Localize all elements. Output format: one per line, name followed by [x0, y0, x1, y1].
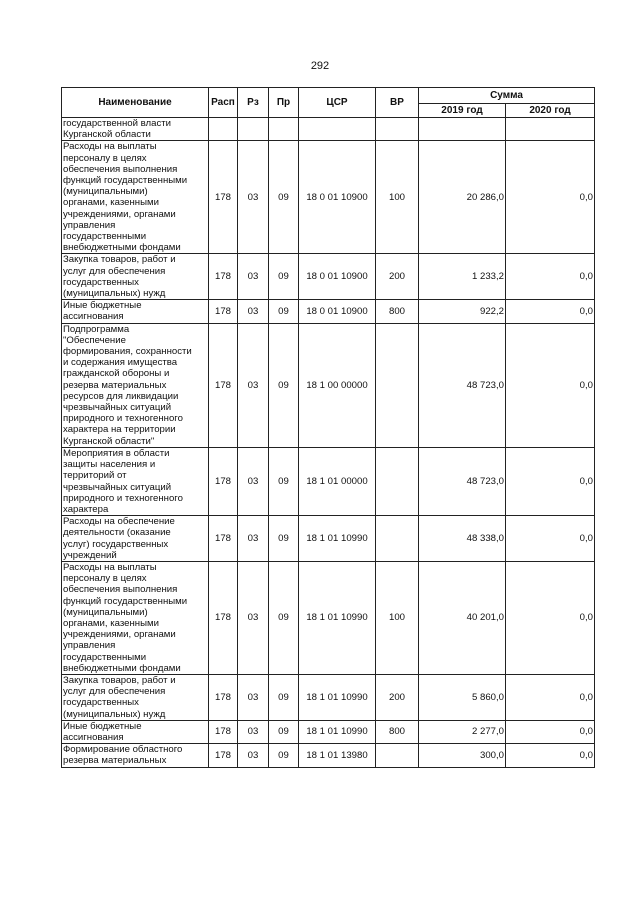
- cell-rasp: 178: [209, 141, 238, 254]
- header-name: Наименование: [62, 88, 209, 118]
- cell-amount-2019: 1 233,2: [419, 254, 506, 300]
- cell-name: Расходы на выплаты персоналу в целях обеспечения выполнения функций государственными (муниципальными) органами, казенными учреждениями, органами управления государственными внебюджетными фондами: [62, 141, 209, 254]
- cell-rasp: 178: [209, 744, 238, 767]
- cell-rz: 03: [238, 674, 269, 720]
- cell-amount-2019: 48 723,0: [419, 323, 506, 447]
- cell-pr: 09: [269, 447, 299, 515]
- cell-amount-2019: [419, 118, 506, 141]
- cell-vr: 100: [376, 561, 419, 674]
- cell-rz: 03: [238, 561, 269, 674]
- cell-amount-2020: 0,0: [506, 744, 595, 767]
- budget-table: [61, 87, 595, 768]
- table-row: [62, 744, 595, 767]
- cell-pr: 09: [269, 744, 299, 767]
- cell-vr: 800: [376, 300, 419, 323]
- cell-csr: 18 1 01 13980: [299, 744, 376, 767]
- cell-rasp: 178: [209, 720, 238, 743]
- cell-name: Иные бюджетные ассигнования: [62, 300, 209, 323]
- cell-rasp: 178: [209, 323, 238, 447]
- cell-amount-2020: 0,0: [506, 447, 595, 515]
- cell-amount-2020: [506, 118, 595, 141]
- cell-vr: [376, 516, 419, 562]
- cell-name: Расходы на обеспечение деятельности (оказание услуг) государственных учреждений: [62, 516, 209, 562]
- cell-amount-2019: 48 338,0: [419, 516, 506, 562]
- cell-vr: 200: [376, 254, 419, 300]
- cell-amount-2019: 5 860,0: [419, 674, 506, 720]
- cell-name: государственной власти Курганской области: [62, 118, 209, 141]
- cell-rz: 03: [238, 516, 269, 562]
- table-row: [62, 300, 595, 323]
- cell-amount-2020: 0,0: [506, 323, 595, 447]
- cell-rz: [238, 118, 269, 141]
- cell-rz: 03: [238, 720, 269, 743]
- table-row: [62, 141, 595, 254]
- cell-csr: 18 1 01 10990: [299, 561, 376, 674]
- table-row: [62, 720, 595, 743]
- header-rasp: Расп: [209, 88, 238, 118]
- cell-pr: 09: [269, 323, 299, 447]
- table-row: [62, 254, 595, 300]
- cell-amount-2020: 0,0: [506, 720, 595, 743]
- cell-rasp: 178: [209, 254, 238, 300]
- header-vr: ВР: [376, 88, 419, 118]
- cell-csr: 18 1 01 10990: [299, 720, 376, 743]
- cell-amount-2019: 2 277,0: [419, 720, 506, 743]
- cell-rasp: 178: [209, 516, 238, 562]
- cell-amount-2019: 48 723,0: [419, 447, 506, 515]
- cell-pr: 09: [269, 141, 299, 254]
- cell-pr: 09: [269, 254, 299, 300]
- cell-rz: 03: [238, 447, 269, 515]
- cell-rz: 03: [238, 254, 269, 300]
- header-csr: ЦСР: [299, 88, 376, 118]
- cell-vr: 800: [376, 720, 419, 743]
- cell-csr: 18 0 01 10900: [299, 254, 376, 300]
- cell-amount-2019: 300,0: [419, 744, 506, 767]
- cell-amount-2020: 0,0: [506, 516, 595, 562]
- cell-amount-2019: 20 286,0: [419, 141, 506, 254]
- cell-pr: 09: [269, 720, 299, 743]
- cell-pr: 09: [269, 300, 299, 323]
- cell-rasp: 178: [209, 300, 238, 323]
- cell-name: Подпрограмма "Обеспечение формирования, сохранности и содержания имущества гражданской обороны и резерва материальных ресурсов для ликвидации чрезвычайных ситуаций природного и техногенного характера на территории Курганской области": [62, 323, 209, 447]
- cell-pr: [269, 118, 299, 141]
- header-year-2019: 2019 год: [419, 104, 506, 118]
- cell-amount-2020: 0,0: [506, 674, 595, 720]
- table-row: [62, 447, 595, 515]
- header-rz: Рз: [238, 88, 269, 118]
- cell-csr: 18 0 01 10900: [299, 141, 376, 254]
- cell-name: Формирование областного резерва материальных: [62, 744, 209, 767]
- page-number: 292: [310, 60, 330, 72]
- cell-csr: [299, 118, 376, 141]
- cell-pr: 09: [269, 561, 299, 674]
- cell-rasp: [209, 118, 238, 141]
- cell-rz: 03: [238, 744, 269, 767]
- table-row: [62, 561, 595, 674]
- cell-name: Расходы на выплаты персоналу в целях обеспечения выполнения функций государственными (муниципальными) органами, казенными учреждениями, органами управления государственными внебюджетными фондами: [62, 561, 209, 674]
- cell-amount-2020: 0,0: [506, 561, 595, 674]
- cell-amount-2020: 0,0: [506, 141, 595, 254]
- cell-rz: 03: [238, 300, 269, 323]
- cell-csr: 18 0 01 10900: [299, 300, 376, 323]
- cell-vr: [376, 447, 419, 515]
- cell-csr: 18 1 00 00000: [299, 323, 376, 447]
- table-row: [62, 516, 595, 562]
- table-row: [62, 674, 595, 720]
- cell-csr: 18 1 01 10990: [299, 516, 376, 562]
- cell-csr: 18 1 01 10990: [299, 674, 376, 720]
- cell-vr: 100: [376, 141, 419, 254]
- cell-rasp: 178: [209, 674, 238, 720]
- cell-vr: [376, 118, 419, 141]
- cell-vr: 200: [376, 674, 419, 720]
- cell-amount-2020: 0,0: [506, 254, 595, 300]
- cell-amount-2020: 0,0: [506, 300, 595, 323]
- cell-amount-2019: 922,2: [419, 300, 506, 323]
- cell-vr: [376, 744, 419, 767]
- cell-name: Иные бюджетные ассигнования: [62, 720, 209, 743]
- header-sum: Сумма: [419, 88, 595, 104]
- cell-pr: 09: [269, 516, 299, 562]
- cell-csr: 18 1 01 00000: [299, 447, 376, 515]
- header-pr: Пр: [269, 88, 299, 118]
- cell-name: Закупка товаров, работ и услуг для обеспечения государственных (муниципальных) нужд: [62, 674, 209, 720]
- cell-amount-2019: 40 201,0: [419, 561, 506, 674]
- cell-pr: 09: [269, 674, 299, 720]
- table-row: [62, 323, 595, 447]
- cell-vr: [376, 323, 419, 447]
- cell-rasp: 178: [209, 561, 238, 674]
- cell-name: Мероприятия в области защиты населения и территорий от чрезвычайных ситуаций природного и техногенного характера: [62, 447, 209, 515]
- cell-rz: 03: [238, 141, 269, 254]
- cell-name: Закупка товаров, работ и услуг для обеспечения государственных (муниципальных) нужд: [62, 254, 209, 300]
- cell-rasp: 178: [209, 447, 238, 515]
- header-year-2020: 2020 год: [506, 104, 595, 118]
- cell-rz: 03: [238, 323, 269, 447]
- table-row: [62, 118, 595, 141]
